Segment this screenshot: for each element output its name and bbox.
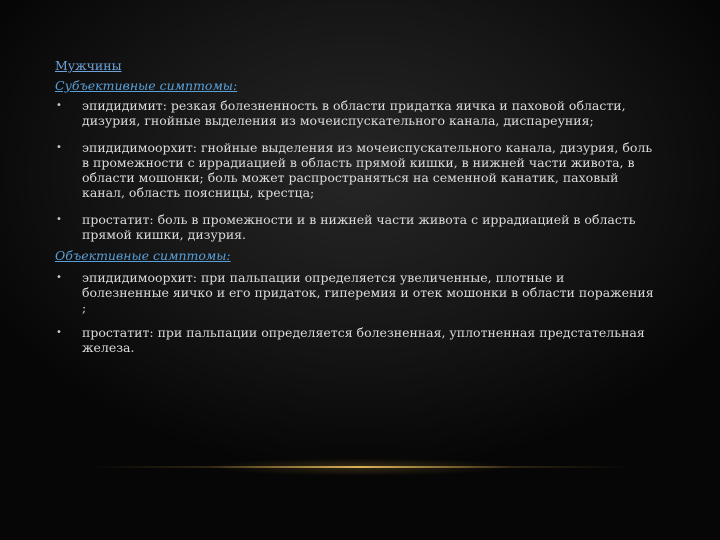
accent-line xyxy=(90,466,630,468)
bullet-icon: • xyxy=(56,327,62,338)
list-item xyxy=(55,270,655,315)
heading-objective-symptoms: Объективные симптомы: xyxy=(55,248,231,263)
list-item xyxy=(55,98,655,128)
bullet-icon: • xyxy=(56,142,62,153)
list-item-text: простатит: боль в промежности и в нижней части живота с иррадиацией в область прямой кишки, дизурия. xyxy=(82,212,636,242)
objective-symptoms-list xyxy=(55,270,655,355)
subjective-symptoms-list xyxy=(55,98,655,242)
list-item-text: эпидидимоорхит: при пальпации определяется увеличенные, плотные и болезненные яичко и его придаток, гиперемия и отек мошонки в области поражения ; xyxy=(82,270,654,315)
list-item xyxy=(55,140,655,200)
bullet-icon: • xyxy=(56,100,62,111)
list-item-text: эпидидимоорхит: гнойные выделения из мочеиспускательного канала, дизурия, боль в промежности с иррадиацией в область прямой кишки, в нижней части живота, в области мошонки; боль может распространяться на семенной канатик, паховый канал, область поясницы, крестца; xyxy=(82,140,653,200)
slide-content xyxy=(55,58,655,365)
bullet-icon: • xyxy=(56,272,62,283)
list-item-text: эпидидимит: резкая болезненность в области придатка яичка и паховой области, дизурия, гнойные выделения из мочеиспускательного канала, диспареуния; xyxy=(82,98,626,128)
bullet-icon: • xyxy=(56,214,62,225)
heading-men: Мужчины xyxy=(55,58,122,73)
list-item xyxy=(55,325,655,355)
list-item xyxy=(55,212,655,242)
heading-subjective-symptoms: Субъективные симптомы: xyxy=(55,78,238,93)
list-item-text: простатит: при пальпации определяется болезненная, уплотненная предстательная железа. xyxy=(82,325,645,355)
